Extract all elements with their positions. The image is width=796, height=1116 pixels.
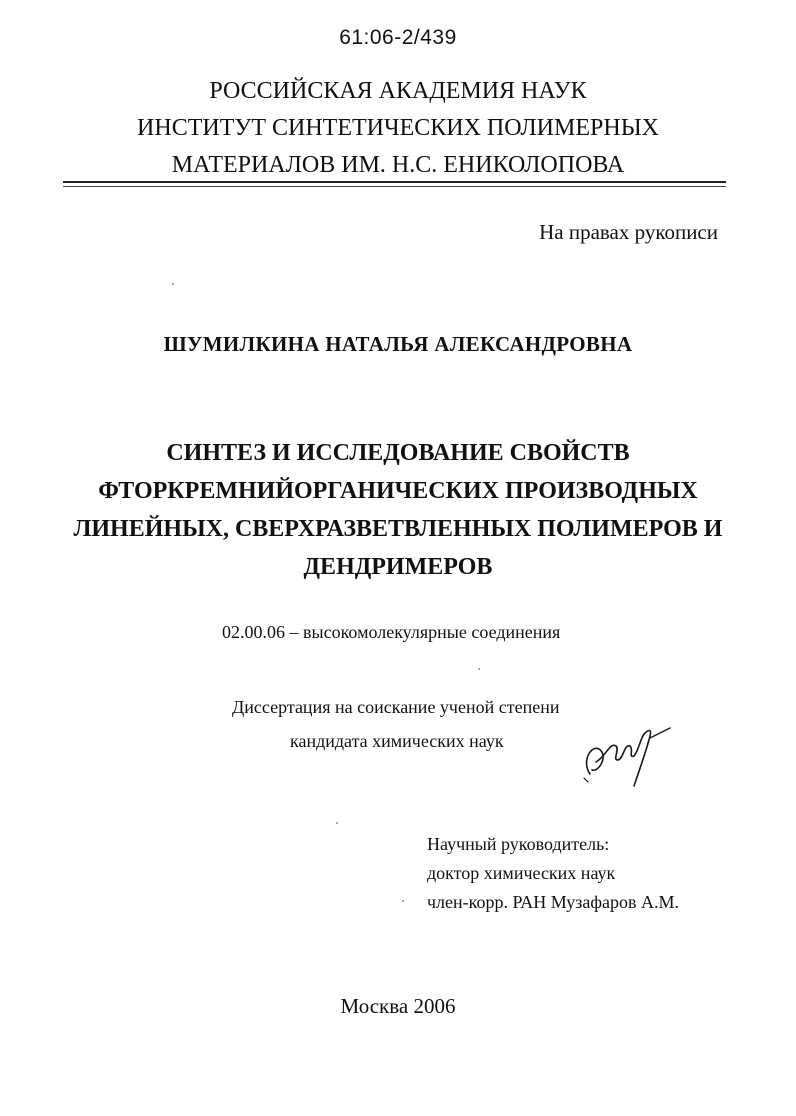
rights-note: На правах рукописи [539, 220, 718, 244]
institution-line: РОССИЙСКАЯ АКАДЕМИЯ НАУК [209, 78, 587, 104]
institution-header [0, 73, 796, 184]
supervisor-block [427, 830, 679, 917]
archive-code: 61:06-2/439 [339, 26, 457, 49]
supervisor-line: Научный руководитель: [427, 834, 610, 854]
institution-line: ИНСТИТУТ СИНТЕТИЧЕСКИХ ПОЛИМЕРНЫХ [137, 115, 659, 141]
degree-statement [232, 690, 559, 758]
supervisor-line: доктор химических наук [427, 863, 616, 883]
degree-line: кандидата химических наук [290, 731, 504, 751]
supervisor-line: член-корр. РАН Музафаров А.М. [427, 892, 679, 912]
scan-speck [402, 900, 404, 902]
city-year: Москва 2006 [340, 994, 456, 1018]
scan-speck [478, 668, 480, 670]
institution-line: МАТЕРИАЛОВ ИМ. Н.С. ЕНИКОЛОПОВА [171, 152, 625, 178]
scan-speck [336, 822, 338, 824]
title-line: СИНТЕЗ И ИССЛЕДОВАНИЕ СВОЙСТВ [166, 440, 630, 466]
degree-line: Диссертация на соискание ученой степени [232, 697, 560, 717]
dissertation-title [0, 434, 796, 586]
title-line: ФТОРКРЕМНИЙОРГАНИЧЕСКИХ ПРОИЗВОДНЫХ [98, 478, 698, 504]
title-line: ДЕНДРИМЕРОВ [303, 554, 493, 580]
header-divider-thin [63, 186, 726, 187]
scan-speck [172, 283, 174, 285]
signature-icon [572, 712, 682, 792]
author-name: ШУМИЛКИНА НАТАЛЬЯ АЛЕКСАНДРОВНА [163, 332, 633, 356]
header-divider-thick [63, 181, 726, 183]
specialty-code: 02.00.06 – высокомолекулярные соединения [222, 622, 561, 642]
title-line: ЛИНЕЙНЫХ, СВЕРХРАЗВЕТВЛЕННЫХ ПОЛИМЕРОВ И [73, 516, 723, 542]
